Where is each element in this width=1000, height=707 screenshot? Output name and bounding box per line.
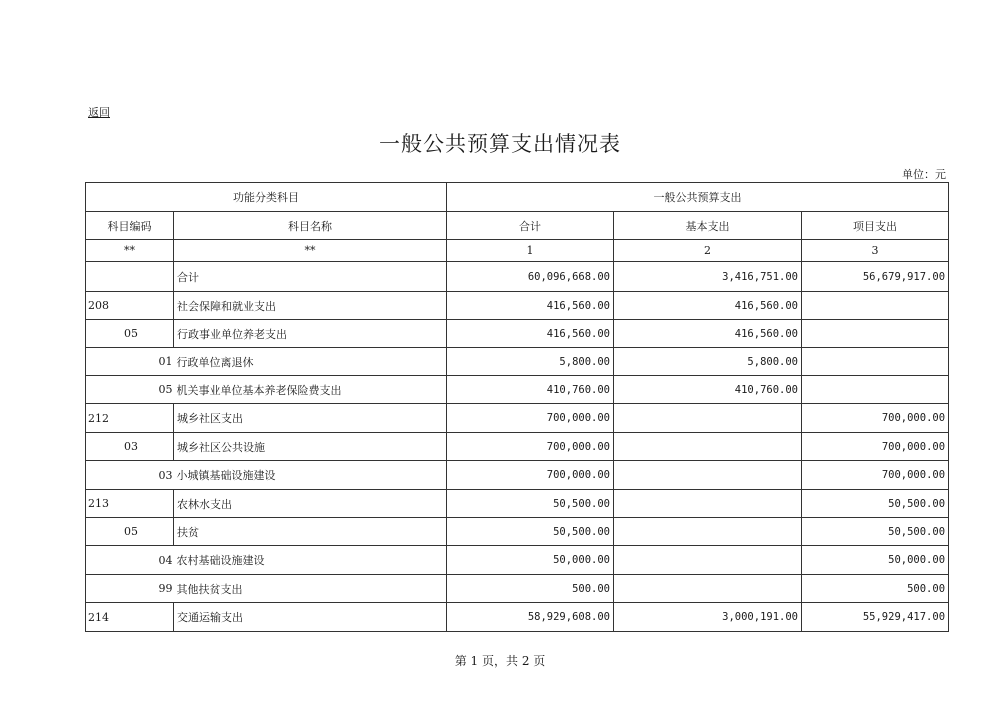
amount-basic: 3,416,751.00 — [614, 262, 802, 292]
subject-name: 城乡社区公共设施 — [174, 433, 447, 461]
table-row — [86, 518, 949, 546]
page-title: 一般公共预算支出情况表 — [379, 132, 621, 156]
amount-project: 55,929,417.00 — [802, 603, 949, 632]
amount-basic: 5,800.00 — [614, 348, 802, 376]
amount-total: 410,760.00 — [447, 376, 614, 404]
subject-code: 01 — [86, 348, 174, 376]
subject-code: 05 — [86, 518, 174, 546]
amount-project: 700,000.00 — [802, 404, 949, 433]
subject-name: 合计 — [174, 262, 447, 292]
amount-project: 56,679,917.00 — [802, 262, 949, 292]
header-total: 合计 — [447, 212, 614, 240]
table-row — [86, 404, 949, 433]
header-column-row — [86, 212, 949, 240]
amount-basic: 416,560.00 — [614, 320, 802, 348]
amount-basic — [614, 461, 802, 490]
amount-total: 700,000.00 — [447, 461, 614, 490]
subject-code: 208 — [86, 292, 174, 320]
subject-code: 05 — [86, 376, 174, 404]
table-row — [86, 348, 949, 376]
amount-total: 50,500.00 — [447, 490, 614, 518]
amount-basic — [614, 404, 802, 433]
subject-name: 扶贫 — [174, 518, 447, 546]
subject-code: 03 — [86, 461, 174, 490]
amount-total: 50,500.00 — [447, 518, 614, 546]
subject-name: 其他扶贫支出 — [174, 575, 447, 603]
subject-code: 214 — [86, 603, 174, 632]
back-link[interactable]: 返回 — [88, 106, 110, 119]
header-name-mark: ** — [174, 240, 447, 262]
header-index-project: 3 — [802, 240, 949, 262]
subject-code — [86, 262, 174, 292]
amount-basic: 410,760.00 — [614, 376, 802, 404]
amount-basic: 3,000,191.00 — [614, 603, 802, 632]
table-row — [86, 546, 949, 575]
amount-basic: 416,560.00 — [614, 292, 802, 320]
table-row — [86, 292, 949, 320]
table-row — [86, 603, 949, 632]
amount-project — [802, 348, 949, 376]
subject-name: 农村基础设施建设 — [174, 546, 447, 575]
header-subject-name: 科目名称 — [174, 212, 447, 240]
amount-project: 500.00 — [802, 575, 949, 603]
subject-name: 农林水支出 — [174, 490, 447, 518]
amount-total: 416,560.00 — [447, 292, 614, 320]
table-row — [86, 376, 949, 404]
page-footer: 第 1 页，共 2 页 — [454, 654, 546, 668]
header-general-budget-expenditure: 一般公共预算支出 — [447, 183, 949, 212]
subject-code: 05 — [86, 320, 174, 348]
amount-project — [802, 376, 949, 404]
subject-code: 213 — [86, 490, 174, 518]
amount-project: 50,500.00 — [802, 518, 949, 546]
header-index-total: 1 — [447, 240, 614, 262]
amount-project: 50,500.00 — [802, 490, 949, 518]
header-subject-code: 科目编码 — [86, 212, 174, 240]
header-code-mark: ** — [86, 240, 174, 262]
header-group-row — [86, 183, 949, 212]
subject-name: 行政事业单位养老支出 — [174, 320, 447, 348]
subject-code: 03 — [86, 433, 174, 461]
subject-name: 城乡社区支出 — [174, 404, 447, 433]
amount-total: 700,000.00 — [447, 404, 614, 433]
amount-total: 416,560.00 — [447, 320, 614, 348]
amount-basic — [614, 575, 802, 603]
subject-name: 交通运输支出 — [174, 603, 447, 632]
subject-code: 04 — [86, 546, 174, 575]
amount-total: 60,096,668.00 — [447, 262, 614, 292]
amount-basic — [614, 490, 802, 518]
amount-basic — [614, 433, 802, 461]
header-functional-classification: 功能分类科目 — [86, 183, 447, 212]
amount-project — [802, 320, 949, 348]
unit-label: 单位：元 — [902, 168, 946, 181]
table-row — [86, 461, 949, 490]
amount-total: 58,929,608.00 — [447, 603, 614, 632]
amount-project: 50,000.00 — [802, 546, 949, 575]
amount-project: 700,000.00 — [802, 461, 949, 490]
table-row — [86, 433, 949, 461]
subject-name: 小城镇基础设施建设 — [174, 461, 447, 490]
subject-name: 行政单位离退休 — [174, 348, 447, 376]
table-row — [86, 575, 949, 603]
amount-total: 50,000.00 — [447, 546, 614, 575]
amount-total: 5,800.00 — [447, 348, 614, 376]
header-index-basic: 2 — [614, 240, 802, 262]
table-row — [86, 262, 949, 292]
budget-table — [85, 182, 949, 632]
amount-basic — [614, 546, 802, 575]
subject-code: 99 — [86, 575, 174, 603]
subject-name: 机关事业单位基本养老保险费支出 — [174, 376, 447, 404]
amount-total: 700,000.00 — [447, 433, 614, 461]
amount-basic — [614, 518, 802, 546]
header-index-row — [86, 240, 949, 262]
subject-code: 212 — [86, 404, 174, 433]
subject-name: 社会保障和就业支出 — [174, 292, 447, 320]
table-row — [86, 490, 949, 518]
header-basic-expenditure: 基本支出 — [614, 212, 802, 240]
amount-project: 700,000.00 — [802, 433, 949, 461]
amount-project — [802, 292, 949, 320]
header-project-expenditure: 项目支出 — [802, 212, 949, 240]
amount-total: 500.00 — [447, 575, 614, 603]
table-row — [86, 320, 949, 348]
